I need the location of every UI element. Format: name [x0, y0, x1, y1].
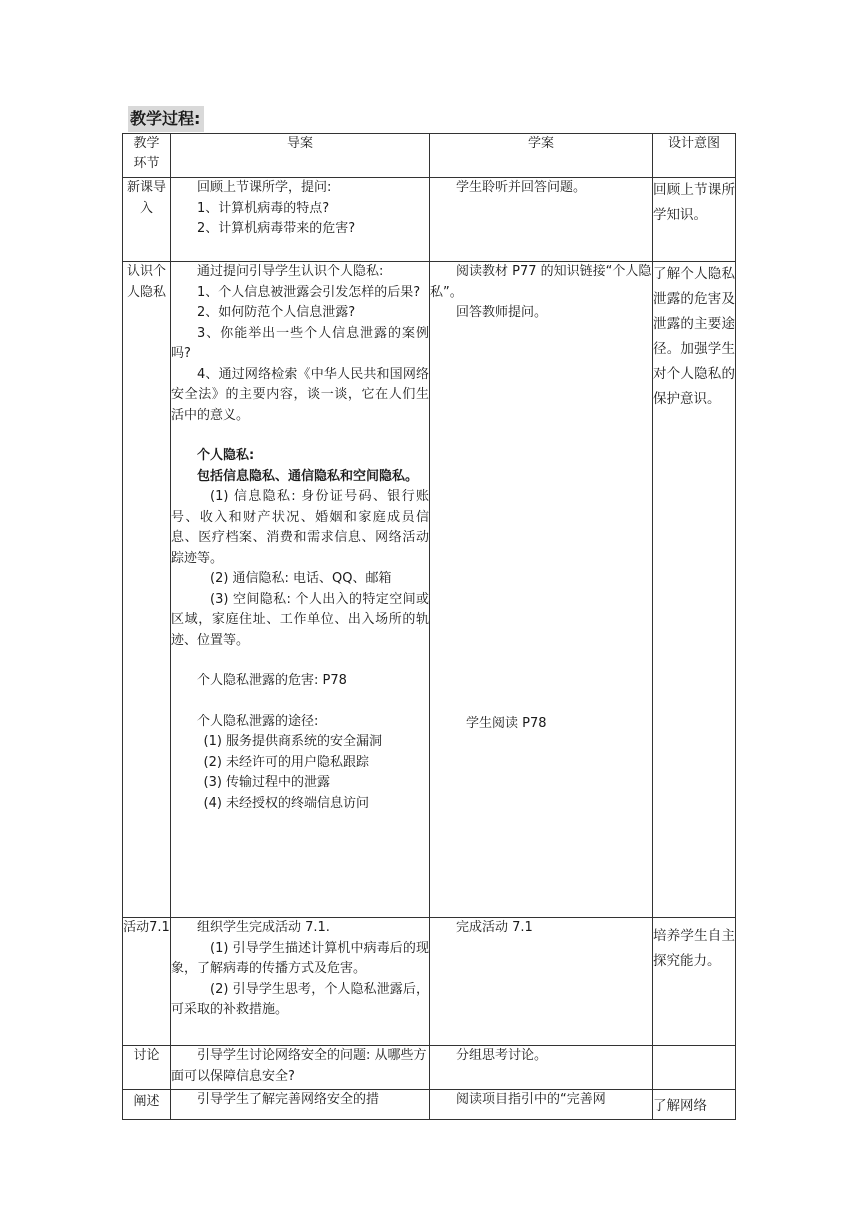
stage-cell: 阐述: [123, 1090, 171, 1120]
stage-cell: 活动7.1: [123, 918, 171, 1046]
guide-text: 回顾上节课所学，提问:: [197, 180, 332, 195]
guide-text: 4、通过网络检索《中华人民共和国网络安全法》的主要内容，谈一谈，它在人们生活中的意义。: [171, 366, 429, 423]
table-row: [123, 918, 736, 1046]
header-study: 学案: [430, 134, 653, 178]
study-text: 学生聆听并回答问题。: [456, 180, 587, 195]
header-guide: 导案: [171, 134, 430, 178]
study-text: 阅读项目指引中的“完善网: [456, 1092, 606, 1107]
guide-text: 个人隐私:: [197, 448, 255, 463]
header-intent: 设计意图: [653, 134, 736, 178]
guide-cell: [171, 178, 430, 262]
table-header-row: [123, 134, 736, 178]
stage-cell: 讨论: [123, 1046, 171, 1090]
guide-text: 包括信息隐私、通信隐私和空间隐私。: [197, 468, 419, 484]
study-text: 学生阅读 P78: [466, 716, 547, 731]
guide-text: (3) 空间隐私: 个人出入的特定空间或区域，家庭住址、工作单位、出入场所的轨迹、位置等。: [171, 591, 429, 648]
guide-text: 2、如何防范个人信息泄露?: [197, 305, 356, 320]
guide-text: 个人隐私泄露的途径:: [197, 713, 319, 729]
header-stage: 教学环节: [123, 134, 171, 178]
table-row: [123, 1090, 736, 1120]
table-row: [123, 1046, 736, 1090]
intent-cell: 培养学生自主探究能力。: [653, 918, 736, 1046]
guide-cell: [171, 262, 430, 918]
intent-cell: 了解个人隐私泄露的危害及泄露的主要途径。加强学生对个人隐私的保护意识。: [653, 262, 736, 918]
guide-text: (1) 服务提供商系统的安全漏洞: [203, 734, 383, 749]
stage-cell: 认识个人隐私: [123, 262, 171, 918]
guide-text: (2) 通信隐私: 电话、QQ、邮箱: [210, 571, 392, 586]
guide-text: 组织学生完成活动 7.1.: [197, 920, 330, 935]
lesson-process-table: [122, 133, 736, 1120]
guide-text: (1) 引导学生描述计算机中病毒后的现象，了解病毒的传播方式及危害。: [171, 940, 429, 976]
guide-cell: [171, 1046, 430, 1090]
intent-cell: 回顾上节课所学知识。: [653, 178, 736, 262]
study-text: 回答教师提问。: [456, 305, 548, 320]
study-cell: [430, 1046, 653, 1090]
guide-text: 2、计算机病毒带来的危害?: [197, 221, 356, 236]
study-cell: [430, 918, 653, 1046]
guide-cell: [171, 1090, 430, 1120]
study-text: 分组思考讨论。: [456, 1048, 548, 1063]
table-row: [123, 178, 736, 262]
guide-text: (2) 引导学生思考，个人隐私泄露后，可采取的补救措施。: [171, 981, 429, 1017]
guide-text: 通过提问引导学生认识个人隐私:: [197, 264, 384, 279]
study-cell: [430, 1090, 653, 1120]
guide-text: 引导学生讨论网络安全的问题: 从哪些方面可以保障信息安全?: [171, 1048, 427, 1084]
guide-text: (3) 传输过程中的泄露: [203, 775, 331, 790]
intent-cell: [653, 1046, 736, 1090]
table-row: [123, 262, 736, 918]
guide-text: 3、你能举出一些个人信息泄露的案例吗?: [171, 325, 429, 361]
guide-text: (1) 信息隐私: 身份证号码、银行账号、收入和财产状况、婚姻和家庭成员信息、医疗档案、消费和需求信息、网络活动踪迹等。: [171, 489, 429, 566]
guide-text: (2) 未经许可的用户隐私跟踪: [203, 754, 370, 770]
guide-text: 1、个人信息被泄露会引发怎样的后果?: [197, 284, 421, 300]
guide-cell: [171, 918, 430, 1046]
stage-cell: 新课导入: [123, 178, 171, 262]
guide-text: 1、计算机病毒的特点?: [197, 200, 330, 216]
section-heading: 教学过程:: [128, 106, 204, 132]
intent-cell: 了解网络: [653, 1090, 736, 1120]
study-cell: [430, 178, 653, 262]
guide-text: 引导学生了解完善网络安全的措: [197, 1092, 380, 1107]
study-text: 阅读教材 P77 的知识链接“个人隐私”。: [430, 264, 652, 300]
guide-text: (4) 未经授权的终端信息访问: [203, 795, 370, 811]
study-text: 完成活动 7.1: [456, 920, 533, 935]
guide-text: 个人隐私泄露的危害: P78: [197, 673, 347, 688]
study-cell: [430, 262, 653, 918]
